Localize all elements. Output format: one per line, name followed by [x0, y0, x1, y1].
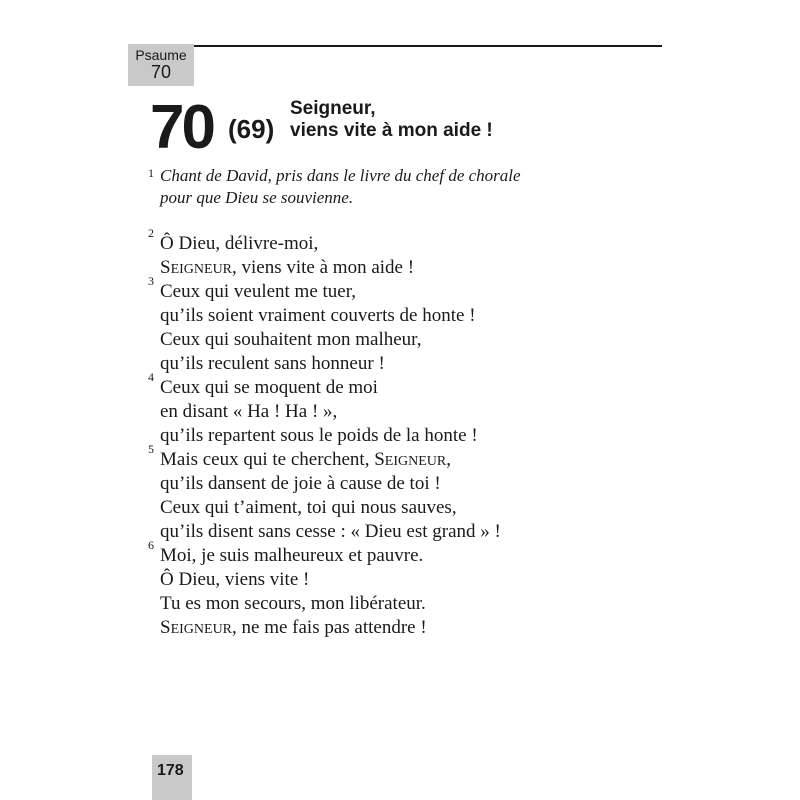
verse-text: S	[160, 257, 171, 278]
verse-text: Ô Dieu, viens vite !	[160, 569, 310, 590]
verse-number: 4	[148, 370, 154, 384]
verse-line	[148, 424, 501, 448]
verse-line	[148, 496, 501, 520]
verse-line	[148, 538, 501, 568]
page-number: 178	[157, 762, 184, 779]
verse-text: Moi, je suis malheureux et pauvre.	[160, 545, 424, 566]
verse-line	[148, 568, 501, 592]
verse-line	[148, 256, 501, 280]
verse-text: qu’ils soient vraiment couverts de honte !	[160, 305, 476, 326]
verse-number: 2	[148, 226, 154, 240]
psalm-tab	[128, 44, 194, 86]
verse-line	[148, 442, 501, 472]
verse-text: Ceux qui veulent me tuer,	[160, 281, 357, 302]
verse-line	[148, 472, 501, 496]
verse-text: ,	[446, 449, 451, 470]
verse-text: qu’ils reculent sans honneur !	[160, 353, 385, 374]
verse-text: , viens vite à mon aide !	[232, 257, 415, 278]
verse-text: S	[160, 617, 171, 638]
verse-text-small-caps: EIGNEUR	[384, 454, 447, 469]
psalm-title-line-2: viens vite à mon aide !	[290, 120, 493, 141]
verse-text: qu’ils dansent de joie à cause de toi !	[160, 473, 441, 494]
verse-line	[148, 370, 501, 400]
verse-text: qu’ils disent sans cesse : « Dieu est grand » !	[160, 521, 501, 542]
verse-line	[148, 274, 501, 304]
verse-text: , ne me fais pas attendre !	[232, 617, 427, 638]
verse-line	[148, 304, 501, 328]
verse-text: Tu es mon secours, mon libérateur.	[160, 593, 426, 614]
verse-line	[148, 352, 501, 376]
header-rule	[194, 45, 662, 47]
superscription-text: Chant de David, pris dans le livre du chef de chorale	[160, 166, 521, 185]
psalm-title-line-1: Seigneur,	[290, 98, 376, 119]
verse-text: Ceux qui se moquent de moi	[160, 377, 378, 398]
verse-line	[148, 616, 501, 640]
superscription-line	[148, 165, 521, 187]
verse-text: Ceux qui souhaitent mon malheur,	[160, 329, 422, 350]
verse-line	[148, 400, 501, 424]
verse-number: 1	[148, 166, 154, 180]
verse-number: 5	[148, 442, 154, 456]
psalm-superscription	[148, 165, 521, 209]
verse-text-small-caps: EIGNEUR	[170, 622, 233, 637]
verse-number: 3	[148, 274, 154, 288]
psalm-alt-number: (69)	[228, 114, 275, 144]
verse-line	[148, 592, 501, 616]
verse-number: 6	[148, 538, 154, 552]
psalm-tab-number: 70	[150, 61, 172, 82]
superscription-line	[148, 187, 521, 209]
verse-text: Mais ceux qui te cherchent, S	[160, 449, 385, 470]
verse-line	[148, 520, 501, 544]
verse-text: en disant « Ha ! Ha ! »,	[160, 401, 338, 422]
superscription-text: pour que Dieu se souvienne.	[160, 188, 354, 207]
verse-line	[148, 328, 501, 352]
psalm-number: 70	[150, 93, 213, 162]
verse-text: Ô Dieu, délivre-moi,	[160, 233, 319, 254]
verse-line	[148, 226, 501, 256]
verse-text: qu’ils repartent sous le poids de la honte !	[160, 425, 478, 446]
verse-text-small-caps: EIGNEUR	[170, 262, 233, 277]
psalm-verses	[148, 226, 501, 640]
psalm-tab-label: Psaume	[135, 47, 187, 64]
verse-text: Ceux qui t’aiment, toi qui nous sauves,	[160, 497, 457, 518]
psalm-title	[290, 98, 493, 142]
